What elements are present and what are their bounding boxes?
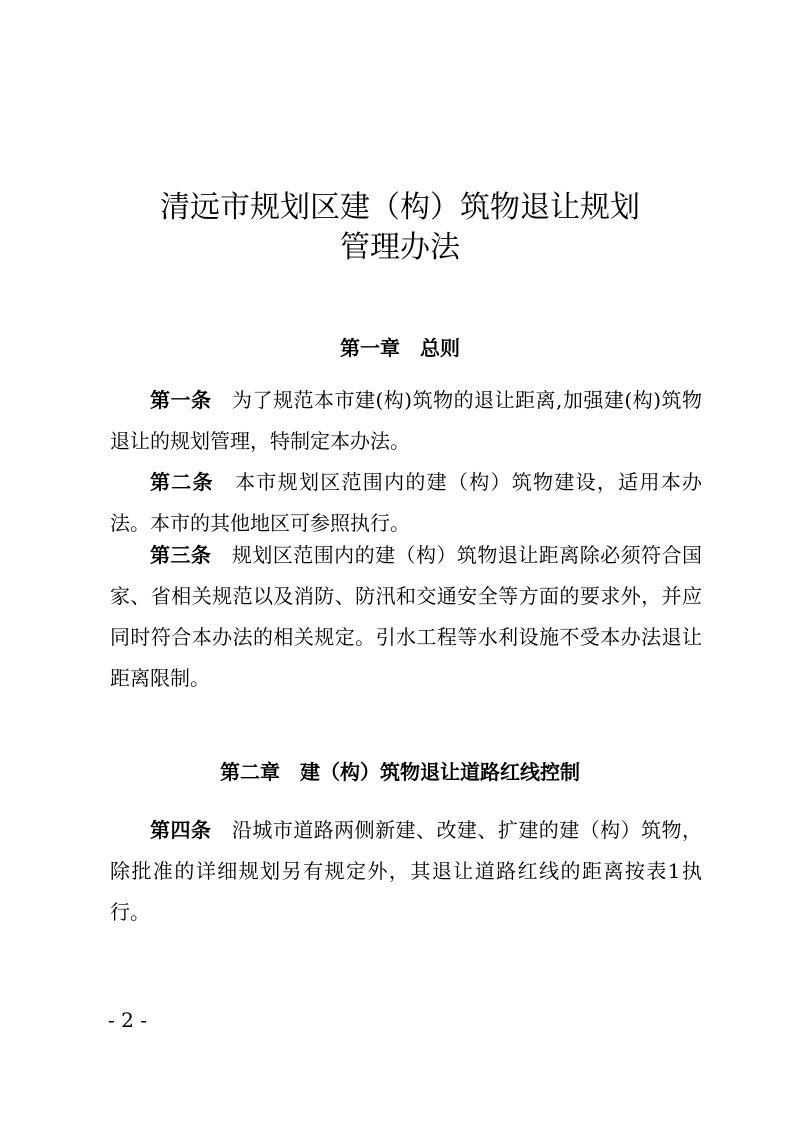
chapter-1-label: 第一章 [340, 336, 400, 360]
page-number: - 2 - [108, 1008, 147, 1032]
chapter-2-heading [0, 757, 800, 787]
article-4-text: 沿城市道路两侧新建、改建、扩建的建（构）筑物，除批准的详细规划另有规定外，其退让道路红线的距离按表1执行。 [110, 818, 703, 924]
article-1-label: 第一条 [150, 388, 212, 412]
article-3-text: 规划区范围内的建（构）筑物退让距离除必须符合国家、省相关规范以及消防、防汛和交通安全等方面的要求外，并应同时符合本办法的相关规定。引水工程等水利设施不受本办法退让距离限制。 [110, 543, 703, 690]
chapter-2-name: 建（构）筑物退让道路红线控制 [300, 760, 580, 784]
article-3 [110, 535, 702, 699]
chapter-1-heading [0, 333, 800, 363]
article-2-text: 本市规划区范围内的建（构）筑物建设，适用本办法。本市的其他地区可参照执行。 [110, 470, 703, 535]
title-line-1: 清远市规划区建（构）筑物退让规划 [160, 190, 640, 225]
title-line-2: 管理办法 [340, 230, 460, 265]
article-4 [110, 810, 702, 933]
chapter-2-label: 第二章 [220, 760, 280, 784]
article-2 [110, 462, 702, 544]
article-1 [110, 380, 702, 462]
article-1-text: 为了规范本市建(构)筑物的退让距离,加强建(构)筑物退让的规划管理，特制定本办法。 [110, 388, 702, 453]
article-4-label: 第四条 [150, 818, 212, 842]
chapter-1-name: 总则 [420, 336, 460, 360]
article-3-label: 第三条 [150, 543, 212, 567]
article-2-label: 第二条 [150, 470, 214, 494]
document-title [0, 188, 800, 268]
